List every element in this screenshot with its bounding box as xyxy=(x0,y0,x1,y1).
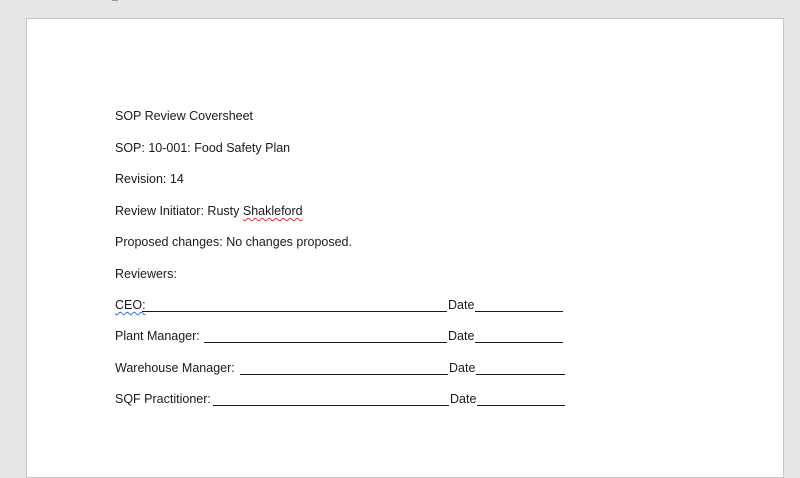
initiator-label: Review Initiator: xyxy=(115,204,204,218)
sop-value: 10-001: Food Safety Plan xyxy=(148,141,291,155)
sop-line xyxy=(115,140,290,156)
initiator-first-name: Rusty xyxy=(207,204,240,218)
initiator-line xyxy=(115,203,303,219)
date-label: Date xyxy=(448,298,475,312)
signature-role-label: Plant Manager: xyxy=(115,329,200,343)
page-corner-marker xyxy=(112,0,118,1)
reviewers-heading xyxy=(115,266,177,282)
date-label: Date xyxy=(450,392,477,406)
signature-role-label: CEO: xyxy=(115,298,146,312)
changes-label: Proposed changes: xyxy=(115,235,223,249)
changes-line xyxy=(115,234,352,250)
signature-row-warehouse-manager xyxy=(115,360,575,376)
signature-line[interactable] xyxy=(142,311,447,312)
reviewers-label: Reviewers: xyxy=(115,267,177,281)
coversheet-title-text: SOP Review Coversheet xyxy=(115,109,254,123)
signature-row-sqf-practitioner xyxy=(115,391,575,407)
date-label: Date xyxy=(448,329,475,343)
sop-label: SOP: xyxy=(115,141,145,155)
date-line[interactable] xyxy=(475,311,563,312)
date-line[interactable] xyxy=(477,405,565,406)
signature-line[interactable] xyxy=(204,342,447,343)
signature-role-label: Warehouse Manager: xyxy=(115,361,235,375)
revision-line xyxy=(115,171,184,187)
date-label: Date xyxy=(449,361,476,375)
document-page[interactable] xyxy=(26,18,784,478)
changes-value: No changes proposed. xyxy=(226,235,352,249)
initiator-last-name[interactable]: Shakleford xyxy=(242,204,303,218)
signature-row-ceo xyxy=(115,297,575,313)
date-line[interactable] xyxy=(475,342,563,343)
signature-role-label: SQF Practitioner: xyxy=(115,392,211,406)
signature-row-plant-manager xyxy=(115,328,575,344)
date-line[interactable] xyxy=(476,374,565,375)
coversheet-title xyxy=(115,108,253,124)
revision-label: Revision: xyxy=(115,172,167,186)
signature-line[interactable] xyxy=(213,405,449,406)
signature-line[interactable] xyxy=(240,374,448,375)
revision-value: 14 xyxy=(169,172,184,186)
